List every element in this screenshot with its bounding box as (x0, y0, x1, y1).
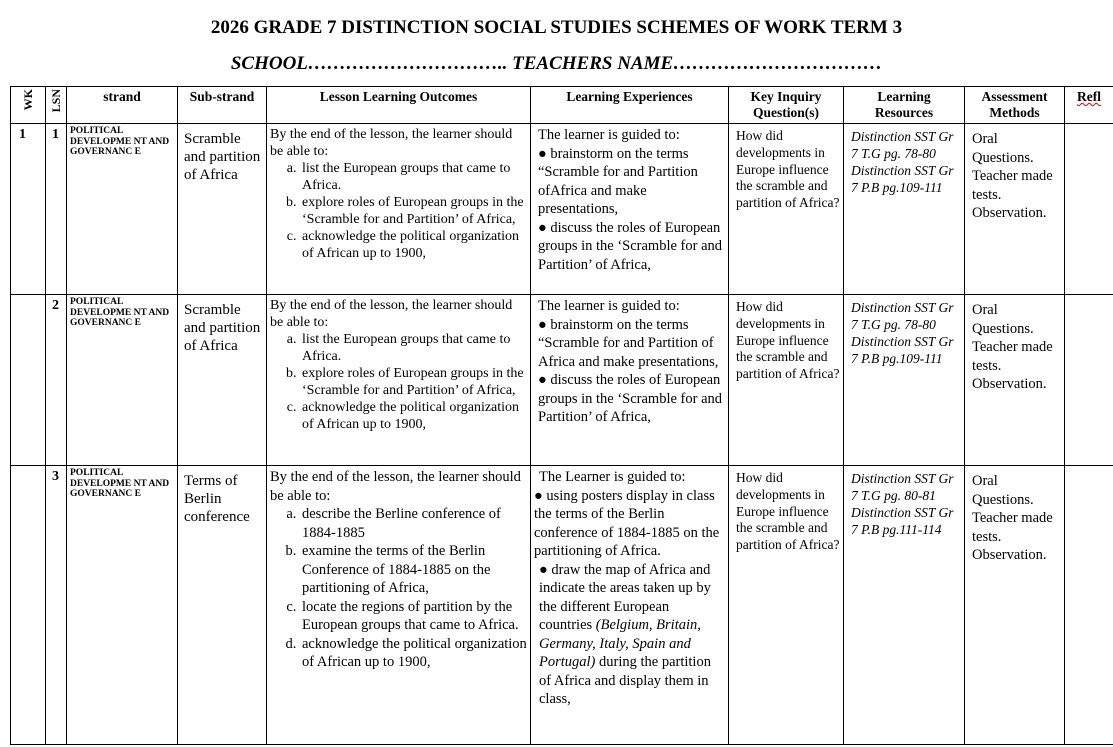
week-cell: 1 (11, 124, 46, 295)
kiq-cell: How did developments in Europe influence the scramble and partition of Africa? (729, 124, 844, 295)
substrand-cell: Scramble and partition of Africa (178, 124, 267, 295)
document-subtitle: SCHOOL………………………….. TEACHERS NAME…………………………… (230, 53, 883, 74)
experiences-cell (531, 295, 729, 466)
experiences-text: ● draw the map of Africa and indicate the areas taken up by the different European countries (539, 561, 711, 633)
kiq-cell: How did developments in Europe influence the scramble and partition of Africa? (729, 295, 844, 466)
week-cell (11, 466, 46, 745)
experiences-intro: The Learner is guided to: (539, 469, 686, 485)
outcome-item: c. acknowledge the political organization of African up to 1900, (300, 228, 527, 262)
outcomes-cell (267, 295, 531, 466)
experiences-cell (531, 466, 729, 745)
schemes-table (10, 86, 1113, 745)
experiences-text: ● using posters display in class the terms of the Berlin conference of 1884-1885 on the partitioning of Africa. (534, 487, 720, 559)
assessment-cell: Oral Questions. Teacher made tests. Observation. (965, 466, 1065, 745)
outcomes-intro: By the end of the lesson, the learner should be able to: (270, 469, 521, 504)
outcome-item: b. explore roles of European groups in the ‘Scramble for and Partition’ of Africa, (300, 194, 527, 228)
header-outcomes: Lesson Learning Outcomes (267, 87, 531, 124)
experiences-text: ● brainstorm on the terms “Scramble for and Partition of Africa and make presentations, ● discuss the roles of European groups in the ‘Scramble for and Partition’ of Africa, (538, 316, 723, 425)
assessment-cell: Oral Questions. Teacher made tests. Observation. (965, 295, 1065, 466)
header-row (11, 87, 1113, 124)
header-kiq: Key Inquiry Question(s) (729, 87, 844, 124)
outcome-item: b. examine the terms of the Berlin Conference of 1884-1885 on the partitioning of Africa, (300, 542, 527, 598)
document-title: 2026 GRADE 7 DISTINCTION SOCIAL STUDIES SCHEMES OF WORK TERM 3 (210, 17, 903, 38)
table-row (11, 124, 1113, 295)
resources-cell: Distinction SST Gr 7 T.G pg. 78-80 Distinction SST Gr 7 P.B pg.109-111 (844, 124, 965, 295)
experiences-countries: (Belgium, Britain, Germany, Italy, Spain and Portugal) (539, 617, 701, 670)
header-resources: Learning Resources (844, 87, 965, 124)
header-refl: Refl (1065, 87, 1113, 124)
outcome-item: d. acknowledge the political organization of African up to 1900, (300, 635, 527, 672)
strand-cell: POLITICAL DEVELOPME NT AND GOVERNANC E (67, 466, 178, 745)
substrand-cell: Terms of Berlin conference (178, 466, 267, 745)
header-wk: WK (11, 87, 46, 124)
strand-cell: POLITICAL DEVELOPME NT AND GOVERNANC E (67, 295, 178, 466)
assessment-cell: Oral Questions. Teacher made tests. Observation. (965, 124, 1065, 295)
week-cell (11, 295, 46, 466)
experiences-intro: The learner is guided to: (538, 298, 680, 314)
experiences-intro: The learner is guided to: (538, 127, 680, 143)
strand-cell: POLITICAL DEVELOPME NT AND GOVERNANC E (67, 124, 178, 295)
experiences-text: ● brainstorm on the terms “Scramble for and Partition ofAfrica and make presentations, ● discuss the roles of European groups in the ‘Scramble for and Partition’ of Africa, (538, 145, 723, 273)
kiq-cell: How did developments in Europe influence the scramble and partition of Africa? (729, 466, 844, 745)
outcome-item: a. list the European groups that came to Africa. (300, 331, 527, 365)
outcome-item: c. acknowledge the political organization of African up to 1900, (300, 399, 527, 433)
outcomes-intro: By the end of the lesson, the learner should be able to: (270, 298, 513, 330)
table-row (11, 295, 1113, 466)
outcome-item: c. locate the regions of partition by the European groups that came to Africa. (300, 598, 527, 635)
header-experiences: Learning Experiences (531, 87, 729, 124)
outcome-item: a. list the European groups that came to Africa. (300, 160, 527, 194)
header-assessment: Assessment Methods (965, 87, 1065, 124)
outcomes-cell (267, 124, 531, 295)
outcomes-intro: By the end of the lesson, the learner should be able to: (270, 127, 513, 159)
table-row (11, 466, 1113, 745)
reflection-cell (1065, 124, 1113, 295)
reflection-cell (1065, 466, 1113, 745)
lesson-cell: 2 (46, 295, 67, 466)
outcome-item: a. describe the Berline conference of 1884-1885 (300, 505, 527, 542)
experiences-cell (531, 124, 729, 295)
header-strand: strand (67, 87, 178, 124)
resources-cell: Distinction SST Gr 7 T.G pg. 80-81 Distinction SST Gr 7 P.B pg.111-114 (844, 466, 965, 745)
resources-cell: Distinction SST Gr 7 T.G pg. 78-80 Distinction SST Gr 7 P.B pg.109-111 (844, 295, 965, 466)
outcomes-cell (267, 466, 531, 745)
reflection-cell (1065, 295, 1113, 466)
lesson-cell: 1 (46, 124, 67, 295)
lesson-cell: 3 (46, 466, 67, 745)
header-lsn: LSN (46, 87, 67, 124)
experiences-text (534, 561, 725, 709)
experiences-text: during the partition of Africa and display them in class, (539, 654, 711, 707)
header-substrand: Sub-strand (178, 87, 267, 124)
outcome-item: b. explore roles of European groups in the ‘Scramble for and Partition’ of Africa, (300, 365, 527, 399)
substrand-cell: Scramble and partition of Africa (178, 295, 267, 466)
